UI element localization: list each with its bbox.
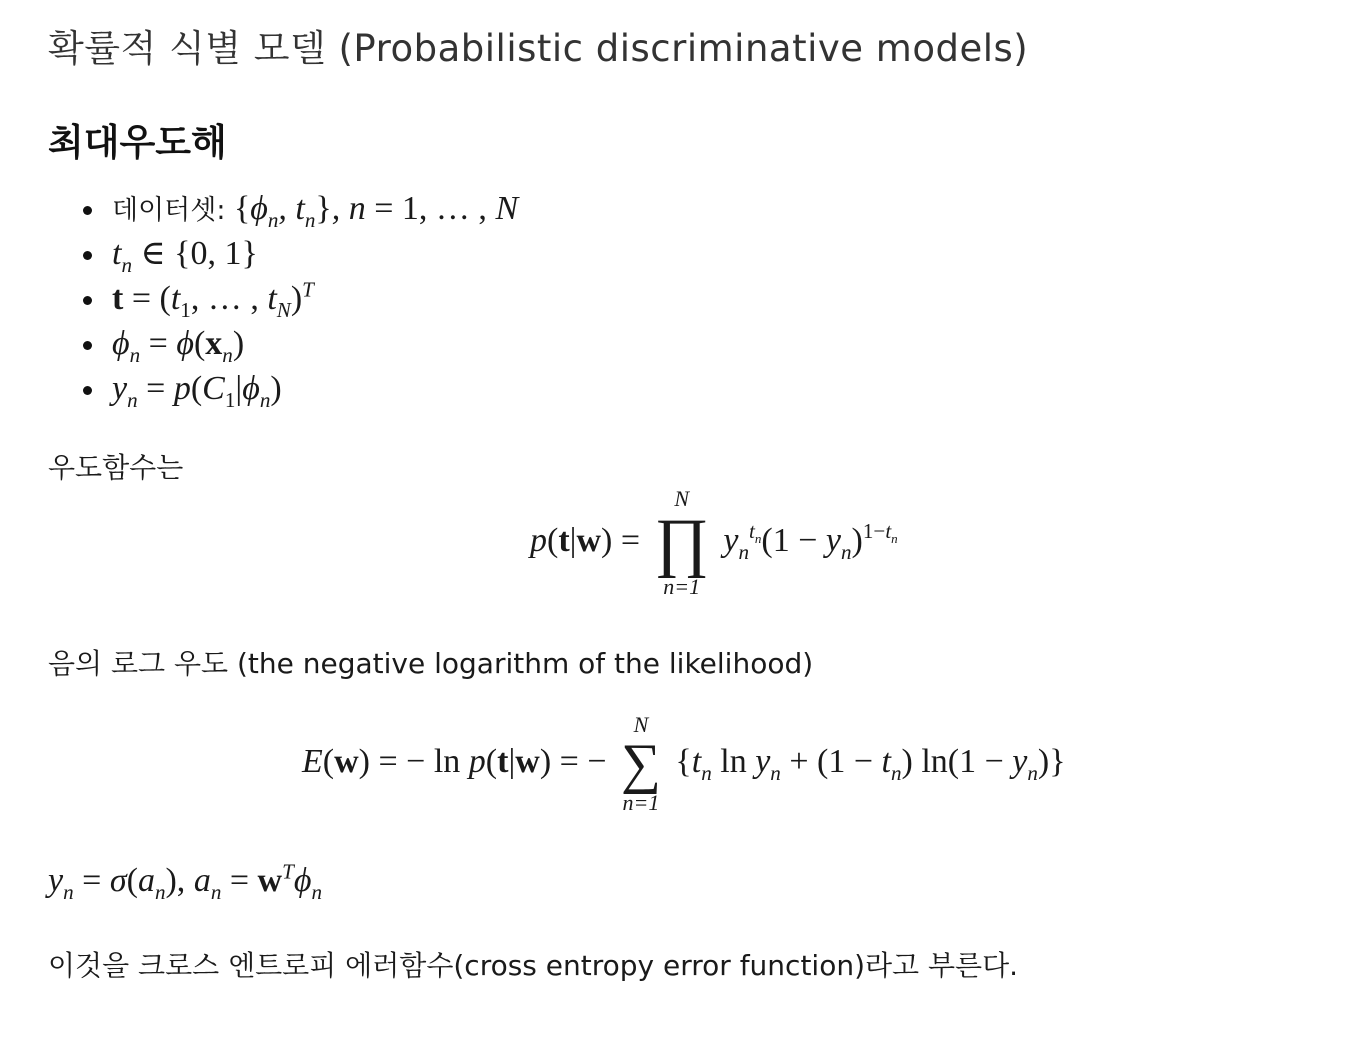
bullet-target-domain bbox=[80, 231, 518, 276]
dataset-label: 데이터셋: bbox=[112, 195, 226, 226]
bullet-prediction bbox=[80, 366, 518, 411]
likelihood-lhs: p(t|w) = bbox=[530, 521, 641, 559]
nll-equation bbox=[302, 714, 1066, 814]
definition-list bbox=[80, 186, 518, 411]
likelihood-intro: 우도함수는 bbox=[48, 451, 184, 484]
product-operator bbox=[655, 488, 709, 598]
feature-map-expression: $\phi_n = \phi(x_n)$ bbox=[112, 325, 245, 367]
sum-upper-limit: N bbox=[633, 712, 649, 737]
product-symbol: ∏ bbox=[654, 506, 709, 579]
sum-operator bbox=[621, 714, 661, 814]
target-domain-expression: $t_n$ ∈ {0, 1} bbox=[112, 235, 258, 277]
page-title: 확률적 식별 모델 (Probabilistic discriminative models) bbox=[48, 27, 1029, 70]
conclusion-text: 이것을 크로스 엔트로피 에러함수(cross entropy error function)라고 부른다. bbox=[48, 949, 1019, 982]
bullet-target-vector bbox=[80, 276, 518, 321]
target-vector-expression: $t = (t_1$, … , $t_N)^T$ bbox=[112, 277, 314, 322]
section-heading: 최대우도해 bbox=[48, 121, 227, 164]
likelihood-equation bbox=[530, 488, 898, 598]
dataset-expression: {$\phi_n$, $t_n$}, n = 1, … , N bbox=[233, 190, 519, 232]
product-upper-limit: N bbox=[674, 486, 690, 511]
nll-intro: 음의 로그 우도 (the negative logarithm of the likelihood) bbox=[48, 647, 814, 680]
sigmoid-definition: $y_n = \sigma(a_n)$, $a_n = w^T\phi_n$ bbox=[48, 859, 322, 904]
nll-body: {$t_n$ $\ln y_n + (1 - t_n) \ln(1 - y_n)$} bbox=[675, 742, 1066, 785]
likelihood-body: $y_n^{t_n}(1 - y_n)^{1-t_n}$ bbox=[723, 519, 898, 564]
prediction-expression: $y_n = p(C_1|\phi_n)$ bbox=[112, 370, 282, 412]
bullet-feature-map bbox=[80, 321, 518, 366]
sum-symbol: ∑ bbox=[621, 733, 661, 795]
product-lower-limit: n=1 bbox=[663, 574, 701, 599]
sum-lower-limit: n=1 bbox=[622, 790, 660, 815]
nll-lhs: E(w) = − ln p(t|w) = − bbox=[302, 742, 607, 780]
bullet-dataset bbox=[80, 186, 518, 231]
